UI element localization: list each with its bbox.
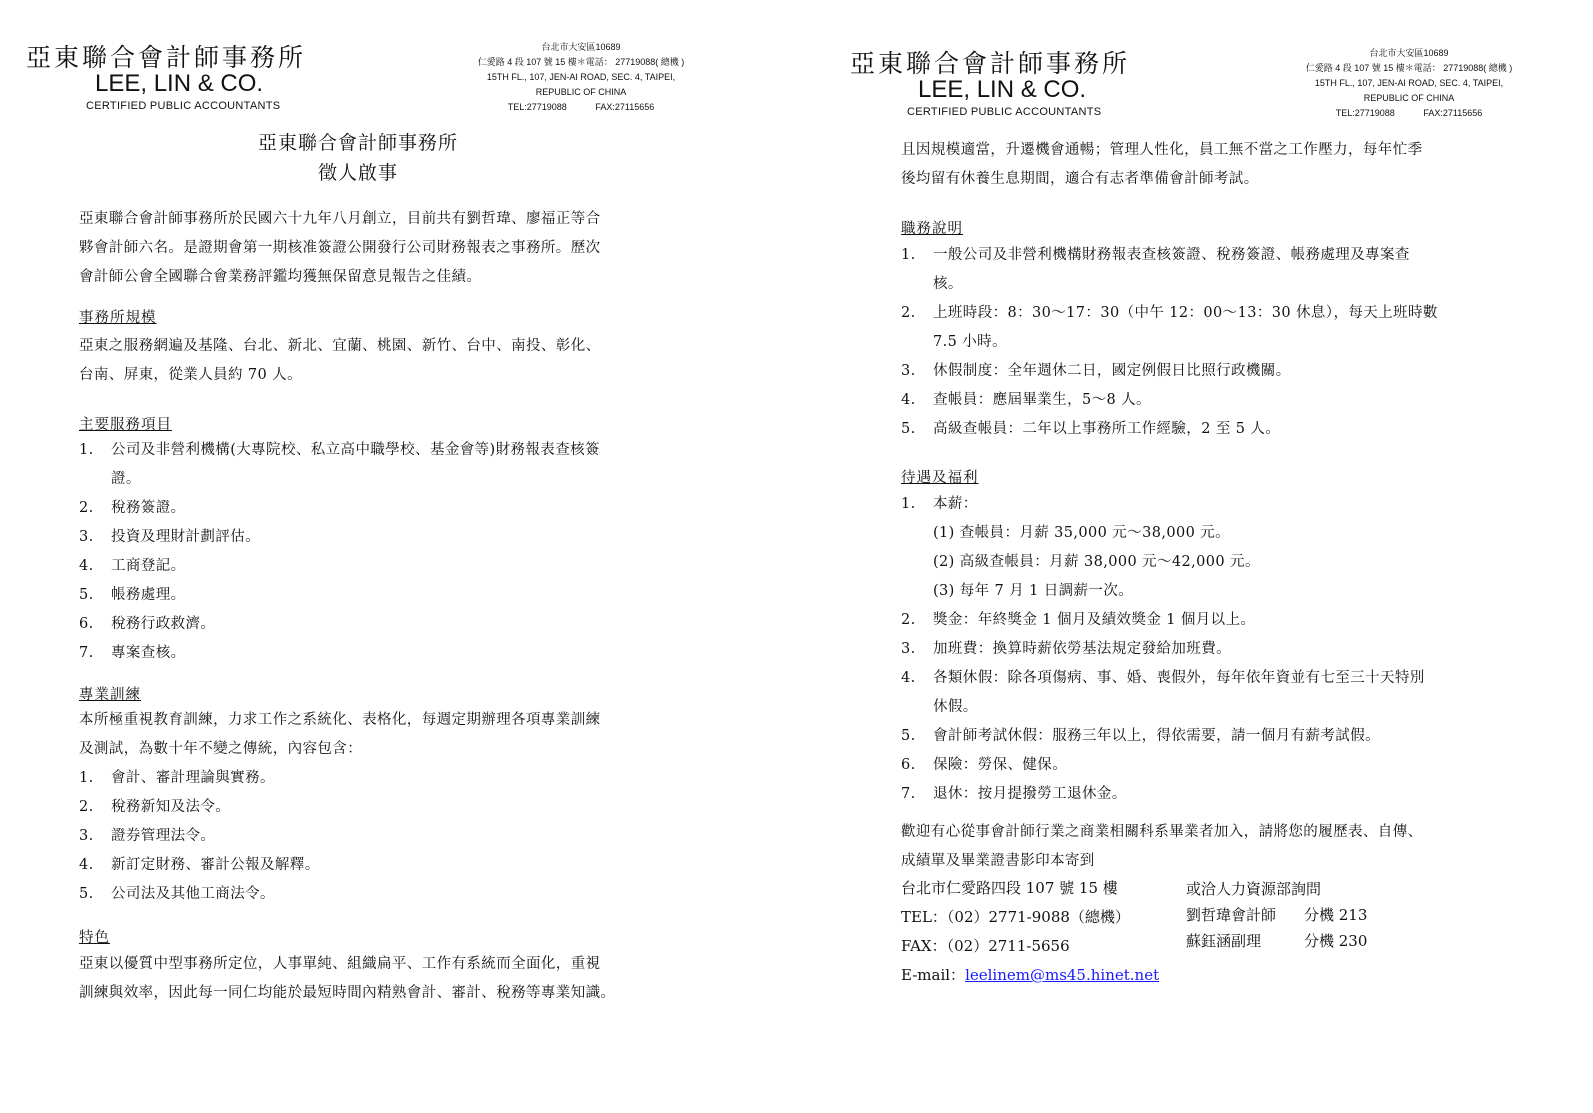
paragraph-line: 歡迎有心從事會計師行業之商業相關科系畢業者加入，請將您的履歷表、自傳、: [901, 824, 1423, 840]
contact-person: 劉哲瑋會計師: [1186, 906, 1277, 924]
tel-number: TEL:27719088: [1335, 108, 1395, 118]
duties-list: [901, 241, 1438, 444]
hr-contact-block: [1186, 876, 1367, 954]
paragraph-line: 亞東聯合會計師事務所於民國六十九年八月創立，目前共有劉哲瑋、廖福正等合: [79, 211, 601, 227]
address-line: 台北市大安區10689: [541, 42, 621, 52]
address-line: 仁愛路 4 段 107 號 15 樓＊電話： 27719088( 總機 ): [477, 57, 685, 67]
list-item: 3. 投資及理財計劃評估。: [79, 529, 260, 545]
title-firm: 亞東聯合會計師事務所: [257, 132, 458, 154]
training-paragraph: [79, 706, 601, 764]
list-item: 5. 會計師考試休假：服務三年以上，得依需要，請一個月有薪考試假。: [901, 728, 1380, 744]
list-item: 4. 各類休假：除各項傷病、事、婚、喪假外，每年依年資並有七至三十天特別: [901, 670, 1425, 686]
contact-fax: FAX：（02）2711-5656: [901, 937, 1070, 955]
list-item: 1. 本薪：: [901, 496, 978, 512]
features-paragraph: [79, 950, 615, 1008]
continued-paragraph: [901, 136, 1423, 194]
address-line: 台北市大安區10689: [1369, 48, 1449, 58]
list-item: 2. 上班時段：8：30～17：30（中午 12：00～13：30 休息），每天上班時數: [901, 305, 1438, 321]
list-item: 6. 稅務行政救濟。: [79, 616, 216, 632]
list-item: 1. 一般公司及非營利機構財務報表查核簽證、稅務簽證、帳務處理及專案查: [901, 247, 1410, 263]
welcome-paragraph: [901, 818, 1423, 876]
page-title: [38, 128, 678, 188]
benefits-list: [901, 490, 1425, 809]
heading-features: 特色: [79, 930, 110, 946]
list-item: 3. 證券管理法令。: [79, 828, 216, 844]
right-page: [797, 0, 1593, 1113]
address-line: REPUBLIC OF CHINA: [535, 87, 627, 97]
paragraph-line: 會計師公會全國聯合會業務評鑑均獲無保留意見報告之佳績。: [79, 269, 482, 285]
list-item: 3. 加班費：換算時薪依勞基法規定發給加班費。: [901, 641, 1231, 657]
title-recruitment: 徵人啟事: [317, 162, 398, 184]
heading-scale: 事務所規模: [79, 310, 157, 326]
list-item: 5. 公司法及其他工商法令。: [79, 886, 275, 902]
salary-item: (2) 高級查帳員：月薪 38,000 元～42,000 元。: [933, 554, 1260, 570]
paragraph-line: 本所極重視教育訓練，力求工作之系統化、表格化，每週定期辦理各項專業訓練: [79, 712, 601, 728]
contact-person-row: [1186, 928, 1367, 954]
tel-fax-line: [1279, 106, 1539, 121]
email-label: E-mail：: [901, 966, 966, 984]
contact-extension: 分機 230: [1304, 932, 1368, 950]
hr-note: 或洽人力資源部詢問: [1186, 880, 1322, 898]
heading-duties: 職務說明: [901, 221, 963, 237]
list-item-continuation: 核。: [933, 276, 963, 292]
firm-name-english: LEE, LIN & CO.: [918, 76, 1087, 103]
heading-services: 主要服務項目: [79, 417, 172, 433]
list-item: 5. 高級查帳員：二年以上事務所工作經驗，2 至 5 人。: [901, 421, 1281, 437]
address-line: 15TH FL., 107, JEN-AI ROAD, SEC. 4, TAIPEI,: [1314, 78, 1504, 88]
list-item: 2. 稅務新知及法令。: [79, 799, 231, 815]
paragraph-line: 亞東之服務網遍及基隆、台北、新北、宜蘭、桃園、新竹、台中、南投、彰化、: [79, 338, 601, 354]
list-item-continuation: 休假。: [933, 699, 978, 715]
paragraph-line: 成績單及畢業證書影印本寄到: [901, 853, 1095, 869]
list-item: 7. 專案查核。: [79, 645, 186, 661]
contact-tel: TEL：（02）2771-9088（總機）: [901, 908, 1130, 926]
list-item-continuation: 證。: [111, 471, 141, 487]
address-line: 15TH FL., 107, JEN-AI ROAD, SEC. 4, TAIPEI,: [486, 72, 676, 82]
list-item: 7. 退休：按月提撥勞工退休金。: [901, 786, 1127, 802]
contact-person-row: [1186, 902, 1367, 928]
list-item: 4. 新訂定財務、審計公報及解釋。: [79, 857, 320, 873]
left-page: [0, 0, 796, 1113]
email-link[interactable]: leelinem@ms45.hinet.net: [965, 966, 1160, 984]
contact-person: 蘇鈺涵副理: [1186, 932, 1262, 950]
intro-paragraph: [79, 205, 601, 292]
paragraph-line: 後均留有休養生息期間，適合有志者準備會計師考試。: [901, 171, 1259, 187]
list-item: 1. 公司及非營利機構(大專院校、私立高中職學校、基金會等)財務報表查核簽: [79, 442, 600, 458]
heading-benefits: 待遇及福利: [901, 470, 979, 486]
services-list: [79, 436, 600, 668]
list-item: 6. 保險：勞保、健保。: [901, 757, 1068, 773]
firm-name-english: LEE, LIN & CO.: [95, 70, 264, 97]
training-list: [79, 764, 320, 909]
firm-address-block: [1279, 46, 1539, 121]
list-item: 4. 查帳員：應屆畢業生，5～8 人。: [901, 392, 1151, 408]
paragraph-line: 亞東以優質中型事務所定位，人事單純、組織扁平、工作有系統而全面化，重視: [79, 956, 601, 972]
paragraph-line: 台南、屏東，從業人員約 70 人。: [79, 367, 302, 383]
fax-number: FAX:27115656: [595, 102, 655, 112]
address-line: 仁愛路 4 段 107 號 15 樓＊電話： 27719088( 總機 ): [1305, 63, 1513, 73]
tel-number: TEL:27719088: [507, 102, 567, 112]
list-item-continuation: 7.5 小時。: [933, 334, 1007, 350]
firm-name-chinese: 亞東聯合會計師事務所: [26, 43, 307, 72]
paragraph-line: 且因規模適當，升遷機會通暢；管理人性化，員工無不當之工作壓力，每年忙季: [901, 142, 1423, 158]
list-item: 4. 工商登記。: [79, 558, 186, 574]
paragraph-line: 訓練與效率，因此每一同仁均能於最短時間內精熟會計、審計、稅務等專業知識。: [79, 985, 616, 1001]
fax-number: FAX:27115656: [1423, 108, 1483, 118]
salary-item: (1) 查帳員：月薪 35,000 元～38,000 元。: [933, 525, 1231, 541]
firm-address-block: [451, 40, 711, 115]
contact-email: [901, 961, 1159, 990]
tel-fax-line: [451, 100, 711, 115]
list-item: 2. 稅務簽證。: [79, 500, 186, 516]
paragraph-line: 夥會計師六名。是證期會第一期核准簽證公開發行公司財務報表之事務所。歷次: [79, 240, 601, 256]
firm-subtitle: CERTIFIED PUBLIC ACCOUNTANTS: [86, 100, 281, 112]
salary-item: (3) 每年 7 月 1 日調薪一次。: [933, 583, 1134, 599]
mailing-address: 台北市仁愛路四段 107 號 15 樓: [901, 879, 1118, 897]
list-item: 1. 會計、審計理論與實務。: [79, 770, 275, 786]
firm-name-chinese: 亞東聯合會計師事務所: [850, 49, 1131, 78]
list-item: 3. 休假制度：全年週休二日，國定例假日比照行政機關。: [901, 363, 1291, 379]
firm-subtitle: CERTIFIED PUBLIC ACCOUNTANTS: [907, 106, 1102, 118]
scale-paragraph: [79, 332, 601, 390]
address-line: REPUBLIC OF CHINA: [1363, 93, 1455, 103]
heading-training: 專業訓練: [79, 687, 141, 703]
contact-extension: 分機 213: [1304, 906, 1368, 924]
list-item: 2. 獎金：年終獎金 1 個月及績效獎金 1 個月以上。: [901, 612, 1256, 628]
list-item: 5. 帳務處理。: [79, 587, 186, 603]
contact-block: [901, 874, 1159, 990]
paragraph-line: 及測試，為數十年不變之傳統，內容包含：: [79, 741, 363, 757]
